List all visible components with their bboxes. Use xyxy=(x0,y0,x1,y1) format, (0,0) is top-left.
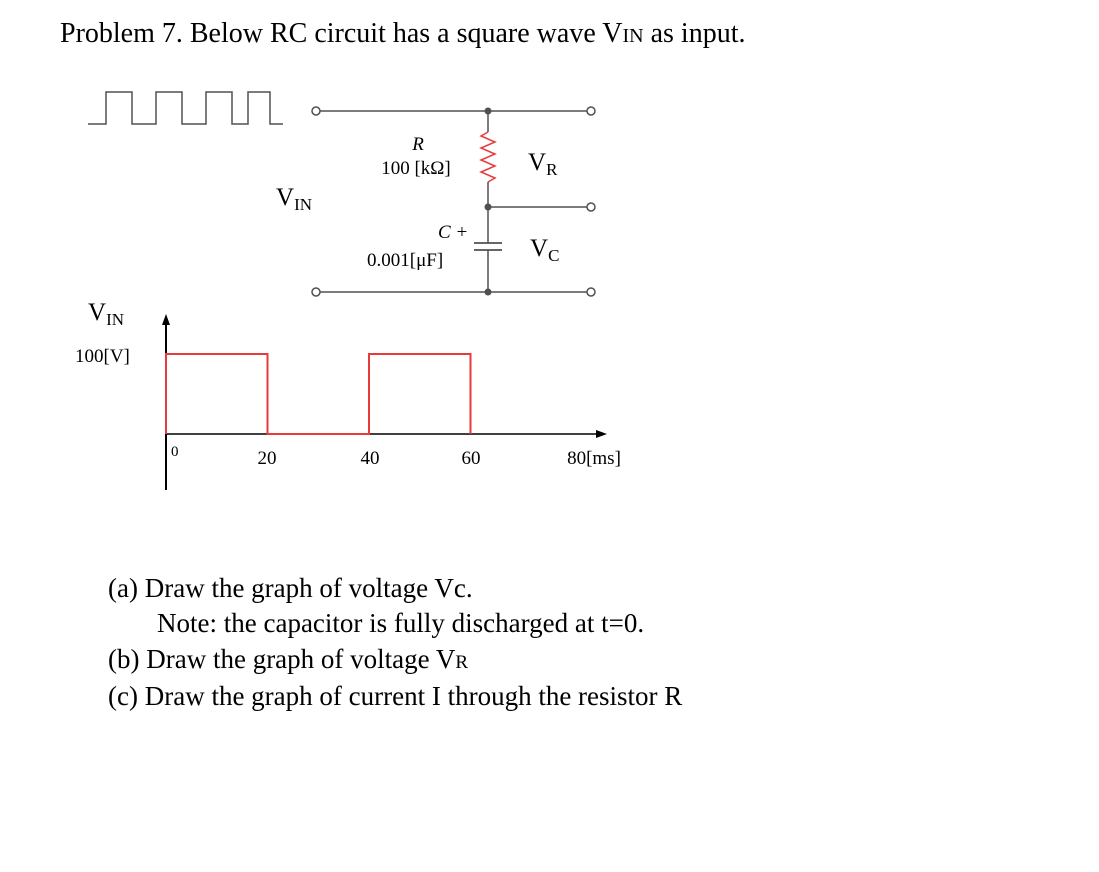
question-a-note: Note: the capacitor is fully discharged at t=0. xyxy=(157,608,645,638)
square-wave-icon xyxy=(88,92,283,124)
output-bottom-terminal xyxy=(587,288,595,296)
resistor-zigzag xyxy=(481,132,495,182)
output-middle-terminal xyxy=(587,203,595,211)
question-b: (b) Draw the graph of voltage VR xyxy=(108,644,469,674)
input-top-terminal xyxy=(312,107,320,115)
bottom-node-dot xyxy=(485,289,492,296)
title-subscript: IN xyxy=(622,25,644,47)
question-c: (c) Draw the graph of current I through the resistor R xyxy=(108,681,683,711)
tick-label-40: 40 xyxy=(360,448,380,469)
capacitor-value-label: 0.001[μF] xyxy=(367,250,444,271)
resistor-value-label: 100 [kΩ] xyxy=(381,158,451,179)
vr-label: $V_R$ xyxy=(528,149,558,179)
graph-origin-label: 0 xyxy=(171,444,179,460)
tick-label-80: 80[ms] xyxy=(567,448,621,469)
output-top-terminal xyxy=(587,107,595,115)
tick-label-20: 20 xyxy=(257,448,277,469)
y-axis-arrowhead xyxy=(162,314,170,325)
question-a: (a) Draw the graph of voltage Vc. xyxy=(108,573,473,603)
vin-signal-line xyxy=(166,354,471,434)
graph-y-label: $V_{IN}$ xyxy=(88,299,125,329)
tick-label-60: 60 xyxy=(461,448,481,469)
vin-circuit-label: $V_{IN}$ xyxy=(276,184,313,214)
input-bottom-terminal xyxy=(312,288,320,296)
title-end: as input. xyxy=(643,18,746,49)
x-axis-arrowhead xyxy=(596,430,607,438)
resistor-symbol-label: R xyxy=(412,134,424,155)
title-text: Problem 7. Below RC circuit has a square wave V xyxy=(60,18,623,49)
vc-label: $V_C$ xyxy=(530,235,560,265)
graph-y-value: 100[V] xyxy=(75,346,130,367)
capacitor-symbol-label: C + xyxy=(438,222,469,243)
